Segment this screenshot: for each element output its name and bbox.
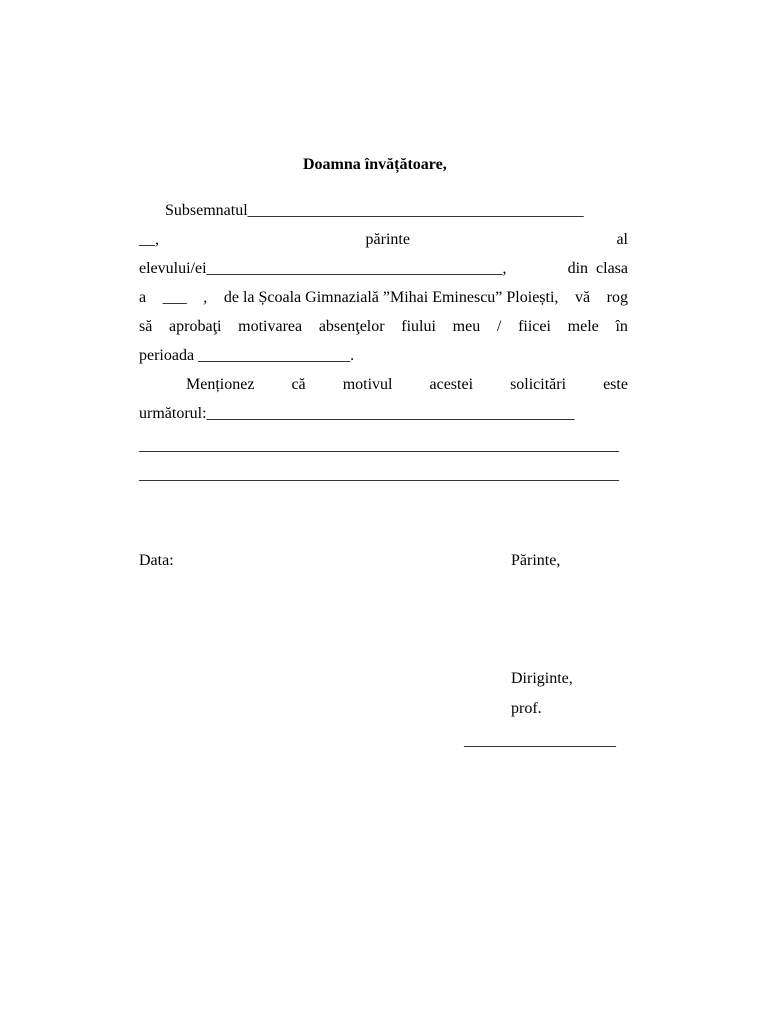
text-segment: al <box>616 231 628 248</box>
text-segment: vă <box>574 289 591 306</box>
word: motivul <box>342 376 393 393</box>
head-teacher-label: Diriginte, <box>511 670 573 687</box>
text-segment: , <box>203 289 208 306</box>
text-segment: clasa <box>596 260 628 277</box>
word: solicitări <box>510 376 567 393</box>
text-segment: rog <box>606 289 628 306</box>
text-segment: de la Școala Gimnazială ”Mihai Eminescu” Ploiești, <box>223 289 559 306</box>
word: să <box>139 318 153 335</box>
word: meu <box>452 318 481 335</box>
word: / <box>496 318 502 335</box>
paragraph1-line4 <box>139 289 628 307</box>
text-segment-group <box>568 260 628 278</box>
signature-line: ___________________ <box>464 732 616 749</box>
prof-label: prof. <box>511 700 542 717</box>
paragraph2-line1 <box>186 376 628 394</box>
word: fiicei <box>518 318 551 335</box>
word: mele <box>567 318 599 335</box>
parent-label: Părinte, <box>511 552 561 569</box>
word: motivarea <box>238 318 303 335</box>
text-segment: ___ <box>162 289 187 306</box>
paragraph2-line2: următorul:______________________________________________ <box>139 405 575 422</box>
text-segment: __, <box>139 231 159 248</box>
paragraph2-line3: ____________________________________________________________ <box>139 437 619 454</box>
paragraph1-line5 <box>139 318 628 336</box>
date-label: Data: <box>139 552 174 569</box>
paragraph1-line2 <box>139 231 628 249</box>
word: este <box>603 376 628 393</box>
document-title: Doamna învățătoare, <box>303 156 447 173</box>
paragraph2-line4: ____________________________________________________________ <box>139 466 619 483</box>
word: că <box>291 376 306 393</box>
word: fiului <box>401 318 436 335</box>
text-segment: părinte <box>365 231 410 248</box>
paragraph1-line6: perioada ___________________. <box>139 347 355 364</box>
word: aprobaţi <box>169 318 222 335</box>
text-segment: a <box>139 289 147 306</box>
word: absenţelor <box>318 318 385 335</box>
paragraph1-line3 <box>139 260 628 278</box>
word: în <box>615 318 628 335</box>
word: acestei <box>429 376 474 393</box>
text-segment: din <box>567 260 589 277</box>
word: Menționez <box>186 376 255 393</box>
text-segment: elevului/ei_____________________________________, <box>139 260 507 277</box>
paragraph1-line1: Subsemnatul__________________________________________ <box>165 202 584 219</box>
